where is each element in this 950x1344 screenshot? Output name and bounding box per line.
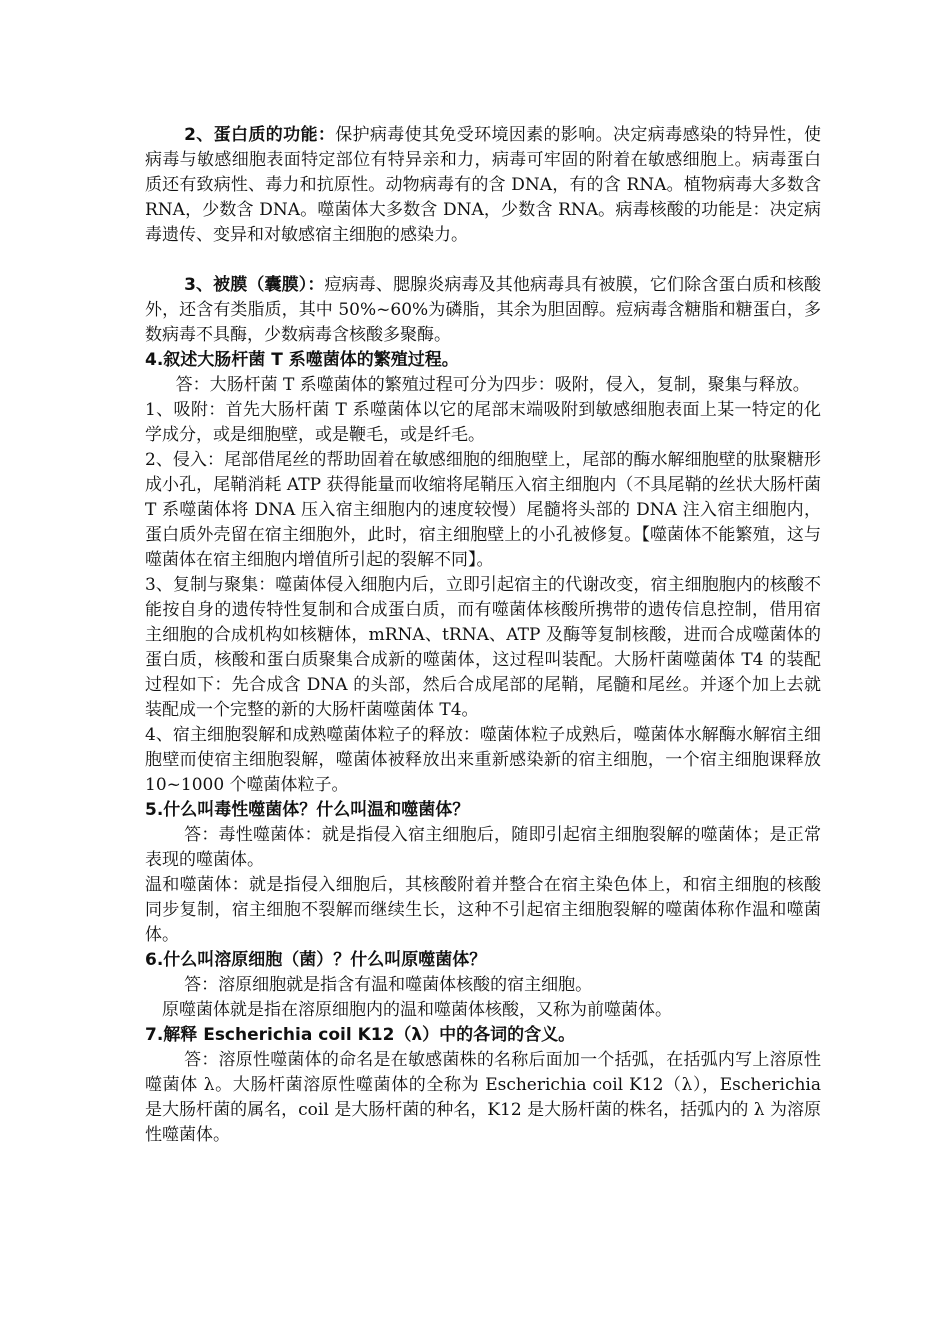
document-page (145, 123, 821, 1148)
question-6-heading: 6.什么叫溶原细胞（菌）？什么叫原噬菌体？ (145, 950, 487, 970)
question-5-heading: 5.什么叫毒性噬菌体？什么叫温和噬菌体？ (145, 800, 470, 820)
question-7-answer: 答：溶原性噬菌体的命名是在敏感菌株的名称后面加一个括弧，在括弧内写上溶原性噬菌体 λ。大肠杆菌溶原性噬菌体的全称为 Escherichia coil K12（λ），Escherichia 是大肠杆菌的属名，coil 是大肠杆菌的种名，K12 是大肠杆菌的株名，括弧内的 λ 为溶原性噬菌体。 (145, 1050, 821, 1145)
envelope-label: 3、被膜（囊膜）： (184, 275, 325, 295)
question-7-heading: 7.解释 Escherichia coil K12（λ）中的各词的含义。 (145, 1025, 576, 1045)
question-6-answer: 答：溶原细胞就是指含有温和噬菌体核酸的宿主细胞。 (184, 975, 593, 995)
question-4-step-adsorption: 1、吸附：首先大肠杆菌 T 系噬菌体以它的尾部末端吸附到敏感细胞表面上某一特定的化学成分，或是细胞壁，或是鞭毛，或是纤毛。 (145, 400, 821, 445)
question-6-prophage: 原噬菌体就是指在溶原细胞内的温和噬菌体核酸，又称为前噬菌体。 (162, 1000, 672, 1020)
spacer (145, 248, 821, 273)
protein-function-text: 保护病毒使其免受环境因素的影响。决定病毒感染的特异性，使病毒与敏感细胞表面特定部位有特异亲和力，病毒可牢固的附着在敏感细胞上。病毒蛋白质还有致病性、毒力和抗原性。动物病毒有的含 DNA，有的含 RNA。植物病毒大多数含 RNA，少数含 DNA。噬菌体大多数含 DNA，少数含 RNA。病毒核酸的功能是：决定病毒遗传、变异和对敏感宿主细胞的感染力。 (145, 125, 821, 245)
paragraph-envelope (145, 273, 821, 348)
question-5-temperate: 温和噬菌体：就是指侵入细胞后，其核酸附着并整合在宿主染色体上，和宿主细胞的核酸同步复制，宿主细胞不裂解而继续生长，这种不引起宿主细胞裂解的噬菌体称作温和噬菌体。 (145, 875, 821, 945)
question-4-step-release: 4、宿主细胞裂解和成熟噬菌体粒子的释放：噬菌体粒子成熟后，噬菌体水解酶水解宿主细胞壁而使宿主细胞裂解，噬菌体被释放出来重新感染新的宿主细胞，一个宿主细胞课释放 10~1000 个噬菌体粒子。 (145, 725, 821, 795)
protein-function-label: 2、蛋白质的功能： (184, 125, 336, 145)
question-4-step-penetration: 2、侵入：尾部借尾丝的帮助固着在敏感细胞的细胞壁上，尾部的酶水解细胞壁的肽聚糖形成小孔，尾鞘消耗 ATP 获得能量而收缩将尾鞘压入宿主细胞内（不具尾鞘的丝状大肠杆菌 T 系噬菌体将 DNA 压入宿主细胞内的速度较慢）尾髓将头部的 DNA 注入宿主细胞内，蛋白质外壳留在宿主细胞外，此时，宿主细胞壁上的小孔被修复。【噬菌体不能繁殖，这与噬菌体在宿主细胞内增值所引起的裂解不同】。 (145, 450, 821, 570)
question-4-step-replication: 3、复制与聚集：噬菌体侵入细胞内后，立即引起宿主的代谢改变，宿主细胞胞内的核酸不能按自身的遗传特性复制和合成蛋白质，而有噬菌体核酸所携带的遗传信息控制，借用宿主细胞的合成机构如核糖体，mRNA、tRNA、ATP 及酶等复制核酸，进而合成噬菌体的蛋白质，核酸和蛋白质聚集合成新的噬菌体，这过程叫装配。大肠杆菌噬菌体 T4 的装配过程如下：先合成含 DNA 的头部，然后合成尾部的尾鞘，尾髓和尾丝。并逐个加上去就装配成一个完整的新的大肠杆菌噬菌体 T4。 (145, 575, 821, 720)
paragraph-protein-function (145, 123, 821, 248)
question-5-answer: 答：毒性噬菌体：就是指侵入宿主细胞后，随即引起宿主细胞裂解的噬菌体；是正常表现的噬菌体。 (145, 825, 821, 870)
question-4-answer: 答：大肠杆菌 T 系噬菌体的繁殖过程可分为四步：吸附，侵入，复制，聚集与释放。 (175, 375, 810, 395)
envelope-text: 痘病毒、腮腺炎病毒及其他病毒具有被膜，它们除含蛋白质和核酸外，还含有类脂质，其中 50%~60%为磷脂，其余为胆固醇。痘病毒含糖脂和糖蛋白，多数病毒不具酶，少数病毒含核酸多聚酶。 (145, 275, 821, 345)
question-4-heading: 4.叙述大肠杆菌 T 系噬菌体的繁殖过程。 (145, 350, 459, 370)
